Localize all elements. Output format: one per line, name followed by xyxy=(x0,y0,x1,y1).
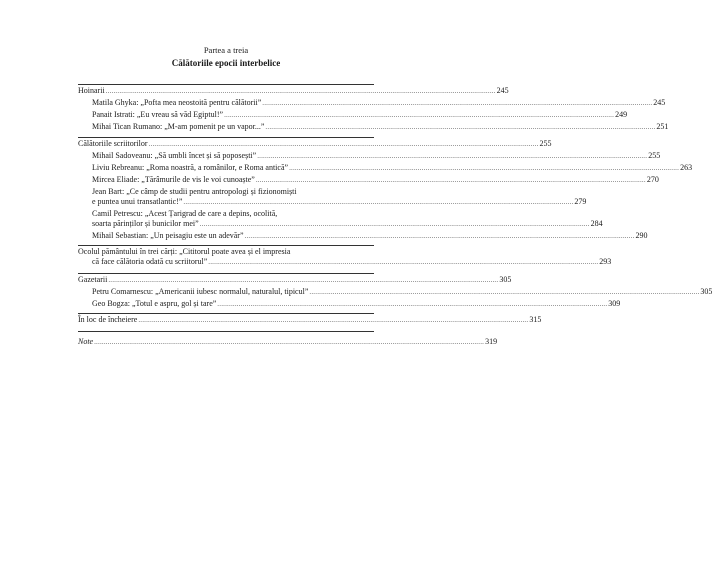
toc-section-ocolul-pamantului[interactable] xyxy=(92,257,612,267)
section-divider xyxy=(78,137,374,138)
leader-dots xyxy=(138,315,528,325)
toc-entry-title: Mircea Eliade: „Tărâmurile de vis le voi cunoaște” xyxy=(92,175,255,184)
toc-page-number: 249 xyxy=(615,110,628,119)
toc-section-note[interactable] xyxy=(78,337,498,347)
section-divider xyxy=(78,331,374,332)
toc-entry-title: Panait Istrati: „Eu vreau să văd Egiptul!” xyxy=(92,110,224,119)
leader-dots xyxy=(224,110,614,120)
leader-dots xyxy=(108,275,498,285)
toc-section-continuation: că face călătoria odată cu scriitorul” xyxy=(92,257,208,266)
leader-dots xyxy=(208,257,598,267)
leader-dots xyxy=(106,86,496,96)
toc-entry[interactable] xyxy=(92,175,659,185)
toc-page-number: 255 xyxy=(648,151,661,160)
part-heading: Partea a treia xyxy=(203,45,249,55)
section-divider xyxy=(78,84,374,85)
toc-page-number: 315 xyxy=(529,315,542,324)
leader-dots xyxy=(265,122,655,132)
toc-entry-title: Mihail Sebastian: „Un peisagiu este un adevăr” xyxy=(92,231,244,240)
toc-entry[interactable] xyxy=(92,219,603,229)
toc-section-title: Note xyxy=(78,337,94,346)
toc-entry[interactable] xyxy=(92,197,587,207)
leader-dots xyxy=(94,337,484,347)
leader-dots xyxy=(183,197,573,207)
leader-dots xyxy=(262,98,652,108)
toc-section-hoinarii[interactable] xyxy=(78,86,509,96)
section-divider xyxy=(78,245,374,246)
toc-section-title[interactable]: Ocolul pământului în trei cărți: „Cititorul poate avea și el impresia xyxy=(78,247,291,256)
toc-entry[interactable] xyxy=(92,299,621,309)
toc-entry-title[interactable]: Camil Petrescu: „Acest Țarigrad de care a depins, ocolită, xyxy=(92,209,278,218)
toc-section-title: Hoinarii xyxy=(78,86,105,95)
toc-section-gazetarii[interactable] xyxy=(78,275,512,285)
toc-entry[interactable] xyxy=(92,163,693,173)
toc-page-number: 270 xyxy=(646,175,659,184)
toc-entry[interactable] xyxy=(92,287,712,297)
toc-page-number: 284 xyxy=(590,219,603,228)
leader-dots xyxy=(200,219,590,229)
section-divider xyxy=(78,273,374,274)
toc-page-number: 305 xyxy=(700,287,712,296)
toc-page-number: 245 xyxy=(653,98,666,107)
toc-page-number: 319 xyxy=(485,337,498,346)
leader-dots xyxy=(257,151,647,161)
toc-entry-title[interactable]: Jean Bart: „Ce câmp de studii pentru antropologi și fizionomiști xyxy=(92,187,297,196)
toc-page-number: 305 xyxy=(499,275,512,284)
toc-page-number: 279 xyxy=(574,197,587,206)
toc-section-title: În loc de încheiere xyxy=(78,315,138,324)
toc-entry-title: Matila Ghyka: „Pofta mea neostoită pentru călătorii” xyxy=(92,98,262,107)
toc-entry-title: Mihail Sadoveanu: „Să umbli încet și să poposești” xyxy=(92,151,257,160)
toc-page-number: 251 xyxy=(656,122,669,131)
leader-dots xyxy=(245,231,635,241)
part-title: Călătoriile epocii interbelice xyxy=(171,58,281,68)
toc-entry[interactable] xyxy=(92,151,661,161)
toc-section-title: Gazetarii xyxy=(78,275,108,284)
toc-section-in-loc-de-incheiere[interactable] xyxy=(78,315,542,325)
leader-dots xyxy=(256,175,646,185)
leader-dots xyxy=(217,299,607,309)
leader-dots xyxy=(309,287,699,297)
toc-entry[interactable] xyxy=(92,110,628,120)
toc-entry-continuation: soarta părinților și bunicilor mei” xyxy=(92,219,199,228)
toc-entry-title: Petru Comarnescu: „Americanii iubesc normalul, naturalul, tipicul” xyxy=(92,287,309,296)
leader-dots xyxy=(149,139,539,149)
toc-page-number: 263 xyxy=(680,163,693,172)
toc-entry[interactable] xyxy=(92,98,666,108)
toc-entry[interactable] xyxy=(92,231,648,241)
toc-page-number: 293 xyxy=(599,257,612,266)
toc-entry-title: Geo Bogza: „Totul e aspru, gol și tare” xyxy=(92,299,217,308)
toc-page-number: 290 xyxy=(635,231,648,240)
toc-entry[interactable] xyxy=(92,122,669,132)
toc-entry-title: Mihai Tican Rumano: „M-am pomenit pe un vapor...” xyxy=(92,122,265,131)
toc-entry-continuation: e puntea unui transatlantic!” xyxy=(92,197,183,206)
toc-entry-title: Liviu Rebreanu: „Roma noastră, a românilor, e Roma antică” xyxy=(92,163,289,172)
section-divider xyxy=(78,313,374,314)
toc-page-number: 255 xyxy=(539,139,552,148)
toc-page-number: 309 xyxy=(608,299,621,308)
page-header xyxy=(0,44,452,69)
leader-dots xyxy=(289,163,679,173)
toc-page-number: 245 xyxy=(496,86,509,95)
toc-section-title: Călătoriile scriitorilor xyxy=(78,139,148,148)
toc-section-calatoriile-scriitorilor[interactable] xyxy=(78,139,552,149)
